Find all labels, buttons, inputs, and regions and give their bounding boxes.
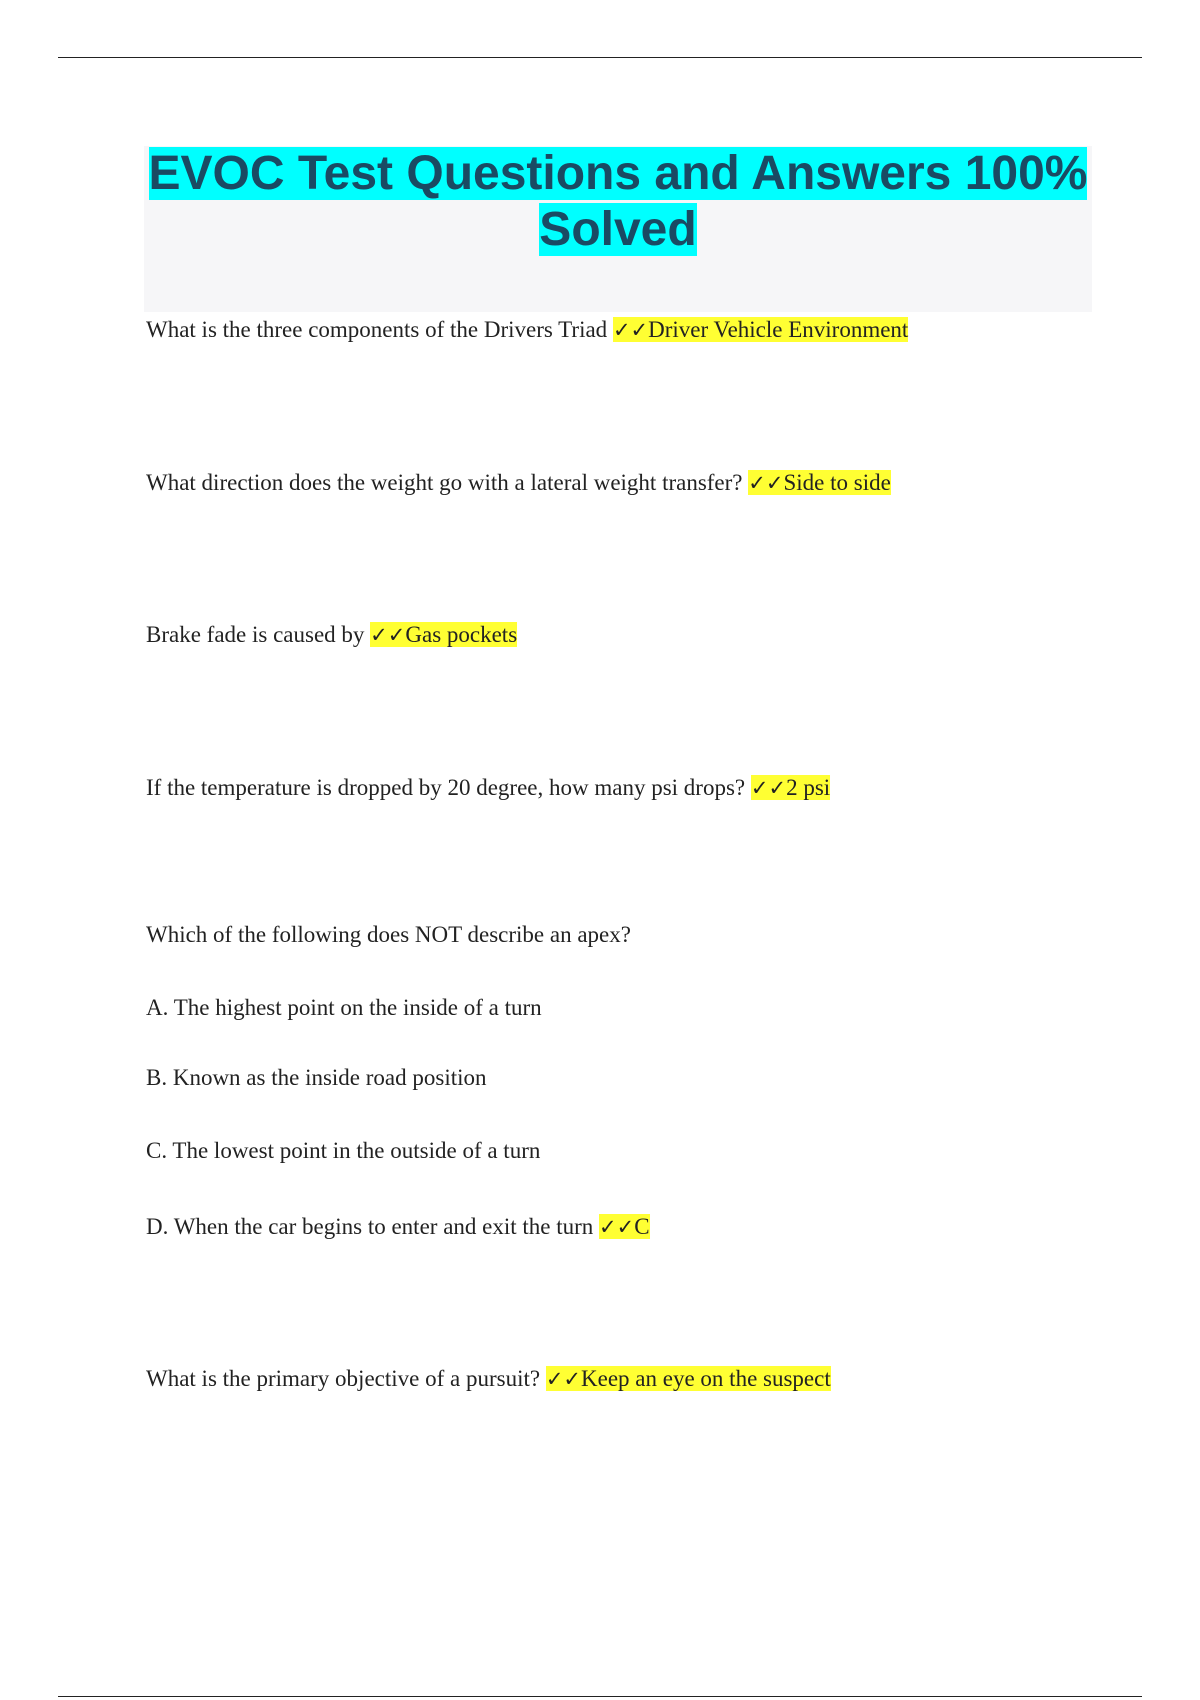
answer-1 <box>613 317 908 342</box>
question-5 <box>146 921 631 949</box>
question-1 <box>146 316 908 344</box>
answer-1-text: Driver Vehicle Environment <box>648 317 909 342</box>
question-4 <box>146 774 830 802</box>
option-d <box>146 1213 650 1241</box>
answer-2 <box>748 470 891 495</box>
question-2-text: What direction does the weight go with a lateral weight transfer? <box>146 470 743 495</box>
option-d-text: D. When the car begins to enter and exit the turn <box>146 1214 594 1239</box>
top-rule <box>58 57 1142 58</box>
question-2 <box>146 469 891 497</box>
option-c: C. The lowest point in the outside of a turn <box>146 1138 541 1163</box>
answer-5 <box>599 1214 650 1239</box>
check-mark-icon: ✓✓ <box>599 1215 635 1239</box>
answer-3-text: Gas pockets <box>405 622 518 647</box>
answer-6 <box>546 1366 831 1391</box>
question-5-text: Which of the following does NOT describe an apex? <box>146 922 631 947</box>
title-highlight: EVOC Test Questions and Answers 100% Solved <box>148 147 1088 256</box>
question-6-text: What is the primary objective of a pursuit? <box>146 1366 541 1391</box>
answer-5-text: C <box>634 1214 650 1239</box>
question-3 <box>146 621 517 649</box>
check-mark-icon: ✓✓ <box>748 471 784 495</box>
bottom-rule <box>58 1696 1142 1697</box>
option-a: A. The highest point on the inside of a turn <box>146 995 542 1020</box>
check-mark-icon: ✓✓ <box>612 318 649 342</box>
answer-6-text: Keep an eye on the suspect <box>581 1366 831 1391</box>
answer-4-text: 2 psi <box>786 775 831 800</box>
question-1-text: What is the three components of the Drivers Triad <box>146 317 608 342</box>
answer-4 <box>751 775 830 800</box>
answer-2-text: Side to side <box>783 470 891 495</box>
question-6 <box>146 1365 831 1393</box>
question-3-text: Brake fade is caused by <box>146 622 365 647</box>
check-mark-icon: ✓✓ <box>545 1367 582 1391</box>
document-title <box>144 146 1092 258</box>
option-b: B. Known as the inside road position <box>146 1065 487 1090</box>
answer-3 <box>370 622 517 647</box>
question-4-text: If the temperature is dropped by 20 degree, how many psi drops? <box>146 775 746 800</box>
check-mark-icon: ✓✓ <box>370 623 406 647</box>
check-mark-icon: ✓✓ <box>750 776 787 800</box>
